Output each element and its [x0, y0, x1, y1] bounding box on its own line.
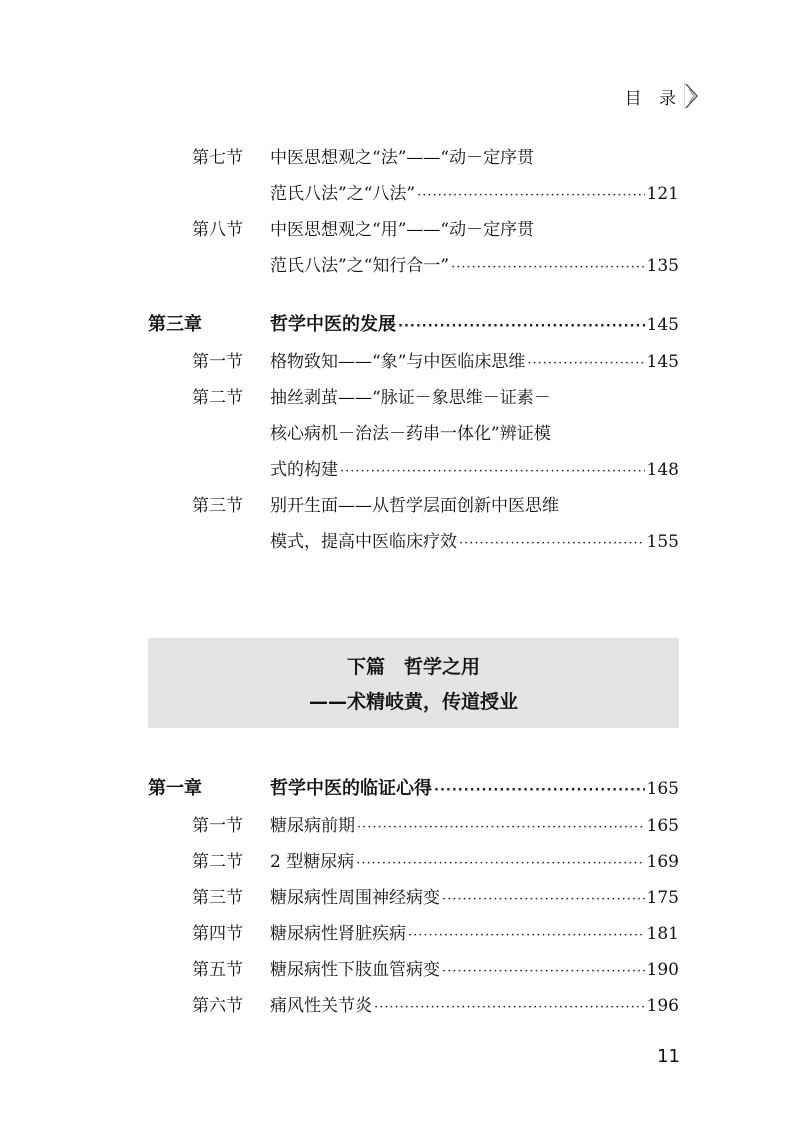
ornament-chevron-icon	[684, 82, 700, 110]
section-title-last: 格物致知——“象”与中医临床思维	[270, 352, 526, 372]
chapter-title: 哲学中医的临证心得	[270, 778, 432, 799]
toc-section-7-cont[interactable]	[148, 176, 679, 212]
toc-section-1[interactable]	[148, 344, 679, 380]
section-title-last: 式的构建	[270, 460, 338, 480]
header-title: 目 录	[624, 88, 682, 109]
toc-chapter-1	[148, 770, 679, 1024]
leader-dots	[356, 846, 644, 882]
leader-dots	[357, 810, 645, 846]
toc-chapter-3	[148, 306, 679, 560]
page-number: 175	[646, 888, 679, 908]
page-number: 190	[646, 960, 679, 980]
running-header	[625, 82, 700, 110]
leader-dots	[451, 250, 644, 286]
leader-dots	[374, 990, 645, 1026]
section-title-line: 别开生面——从哲学层面创新中医思维	[270, 496, 559, 516]
page-number: 121	[646, 184, 679, 204]
toc-section-6[interactable]	[148, 988, 679, 1024]
leader-dots	[527, 346, 644, 382]
section-title-line: 中医思想观之“用”——“动－定序贯	[270, 220, 535, 240]
section-number: 第五节	[192, 960, 243, 980]
part-subtitle: ——术精岐黄，传道授业	[308, 691, 518, 713]
section-title: 2 型糖尿病	[270, 852, 355, 872]
chapter-title: 哲学中医的发展	[270, 314, 396, 335]
page-number: 181	[646, 924, 679, 944]
toc-chapter-heading[interactable]	[148, 306, 679, 344]
section-number: 第三节	[192, 888, 243, 908]
section-title: 糖尿病性周围神经病变	[270, 888, 440, 908]
section-title: 糖尿病性肾脏疾病	[270, 924, 406, 944]
page-number: 148	[646, 460, 679, 480]
page-number: 196	[646, 996, 679, 1016]
toc-section-2-cont[interactable]	[148, 416, 679, 452]
section-title: 糖尿病前期	[270, 816, 355, 836]
leader-dots	[408, 918, 645, 954]
toc-section-3[interactable]	[148, 488, 679, 524]
section-title: 糖尿病性下肢血管病变	[270, 960, 440, 980]
section-title-last: 模式，提高中医临床疗效	[270, 532, 457, 552]
section-number: 第一节	[192, 816, 243, 836]
section-title: 痛风性关节炎	[270, 996, 372, 1016]
page-number: 145	[646, 315, 679, 335]
section-number: 第四节	[192, 924, 243, 944]
page-number: 169	[646, 852, 679, 872]
toc-chapter-heading[interactable]	[148, 770, 679, 808]
page-folio: 11	[657, 1046, 680, 1067]
section-title-last: 范氏八法”之“八法”	[270, 184, 416, 204]
chapter-number: 第一章	[148, 778, 202, 799]
toc-top	[148, 140, 679, 284]
section-title-last: 范氏八法”之“知行合一”	[270, 256, 450, 276]
toc-section-3-cont[interactable]	[148, 524, 679, 560]
toc-section-7[interactable]	[148, 140, 679, 176]
page-number: 165	[646, 816, 679, 836]
part-title: 下篇 哲学之用	[346, 656, 480, 678]
section-number: 第六节	[192, 996, 243, 1016]
section-title-line: 中医思想观之“法”——“动－定序贯	[270, 148, 535, 168]
page-number: 145	[646, 352, 679, 372]
toc-section-8-cont[interactable]	[148, 248, 679, 284]
leader-dots	[340, 454, 645, 490]
page-number: 165	[646, 779, 679, 799]
section-title-line: 核心病机－治法－药串一体化”辨证模	[270, 424, 551, 444]
toc-section-8[interactable]	[148, 212, 679, 248]
section-number: 第三节	[192, 496, 243, 516]
toc-section-5[interactable]	[148, 952, 679, 988]
chapter-number: 第三章	[148, 314, 202, 335]
leader-dots	[398, 308, 645, 346]
section-number: 第二节	[192, 852, 243, 872]
toc-section-2[interactable]	[148, 844, 679, 880]
leader-dots	[442, 954, 645, 990]
section-number: 第二节	[192, 388, 243, 408]
toc-section-3[interactable]	[148, 880, 679, 916]
leader-dots	[417, 178, 644, 214]
section-number: 第八节	[192, 220, 243, 240]
leader-dots	[442, 882, 645, 918]
section-number: 第一节	[192, 352, 243, 372]
section-number: 第七节	[192, 148, 243, 168]
toc-section-2[interactable]	[148, 380, 679, 416]
toc-section-2-cont-last[interactable]	[148, 452, 679, 488]
part-banner	[148, 638, 679, 728]
toc-section-4[interactable]	[148, 916, 679, 952]
page-number: 135	[646, 256, 679, 276]
leader-dots	[459, 526, 645, 562]
page-number: 155	[646, 532, 679, 552]
section-title-line: 抽丝剥茧——“脉证－象思维－证素－	[270, 388, 551, 408]
toc-section-1[interactable]	[148, 808, 679, 844]
leader-dots	[434, 772, 645, 810]
